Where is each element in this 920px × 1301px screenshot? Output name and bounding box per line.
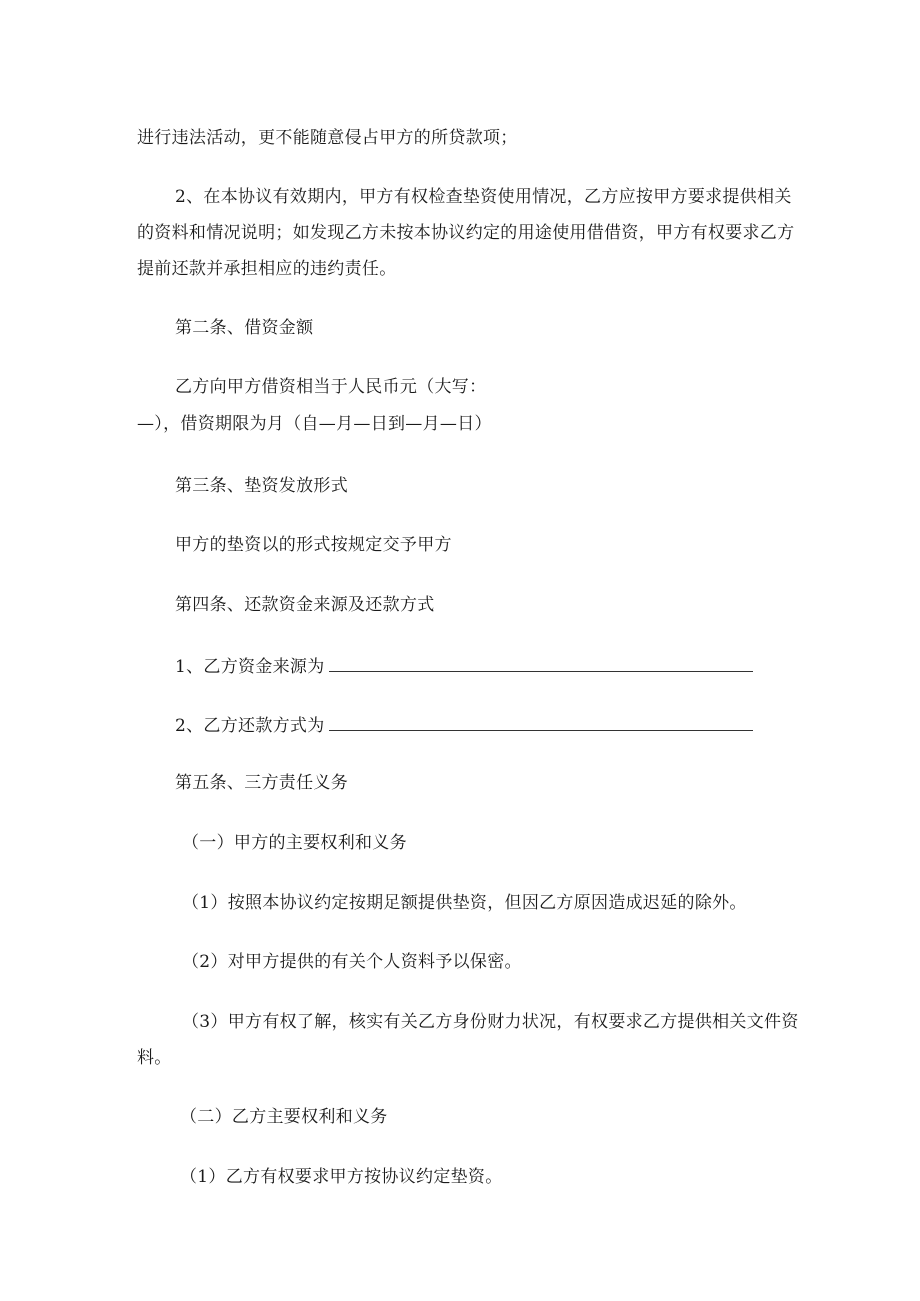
paragraph-line: （1）按照本协议约定按期足额提供垫资，但因乙方原因造成迟延的除外。 xyxy=(182,893,747,913)
fill-in-line xyxy=(175,654,753,678)
paragraph-line: （3）甲方有权了解，核实有关乙方身份财力状况，有权要求乙方提供相关文件资 xyxy=(182,1012,799,1032)
paragraph-line: 进行违法活动，更不能随意侵占甲方的所贷款项； xyxy=(137,128,518,148)
subsection-heading: （一）甲方的主要权利和义务 xyxy=(182,833,407,853)
paragraph-line: 乙方向甲方借资相当于人民币元（大写： xyxy=(175,377,487,397)
section-heading: 第三条、垫资发放形式 xyxy=(175,476,348,496)
section-heading: 第四条、还款资金来源及还款方式 xyxy=(175,595,435,615)
paragraph-line: 甲方的垫资以的形式按规定交予甲方 xyxy=(175,535,452,555)
fill-in-line xyxy=(175,713,753,737)
paragraph-line: 料。 xyxy=(137,1048,172,1068)
subsection-heading: （二）乙方主要权利和义务 xyxy=(180,1107,388,1127)
paragraph-line: 的资料和情况说明；如发现乙方未按本协议约定的用途使用借借资，甲方有权要求乙方 xyxy=(137,223,795,243)
section-heading: 第二条、借资金额 xyxy=(175,318,314,338)
paragraph-line: —），借资期限为月（自—月—日到—月—日） xyxy=(137,414,492,434)
paragraph-line: 2、在本协议有效期内，甲方有权检查垫资使用情况，乙方应按甲方要求提供相关 xyxy=(175,187,792,207)
fill-in-label: 1、乙方资金来源为 xyxy=(175,657,325,677)
paragraph-line: （1）乙方有权要求甲方按协议约定垫资。 xyxy=(180,1167,503,1187)
section-heading: 第五条、三方责任义务 xyxy=(175,773,348,793)
paragraph-line: 提前还款并承担相应的违约责任。 xyxy=(137,259,397,279)
blank-underline xyxy=(329,654,753,672)
blank-underline xyxy=(329,713,753,731)
paragraph-line: （2）对甲方提供的有关个人资料予以保密。 xyxy=(182,952,522,972)
fill-in-label: 2、乙方还款方式为 xyxy=(175,716,325,736)
